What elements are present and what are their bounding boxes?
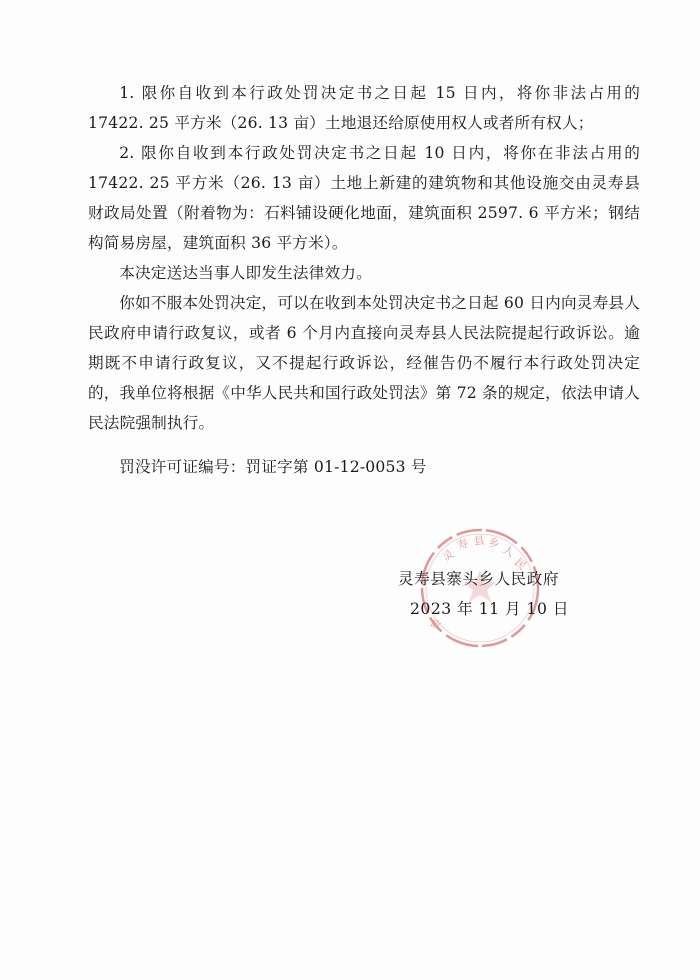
svg-text:政: 政 [428, 618, 443, 633]
svg-text:灵: 灵 [439, 547, 457, 565]
signing-organization: 灵寿县寨头乡人民政府 [398, 570, 559, 588]
decision-item-2: 2. 限你自收到本行政处罚决定书之日起 10 日内，将你在非法占用的 17422. 25 平方米（26. 13 亩）土地上新建的建筑物和其他设施交由灵寿县财政局处置（附着物为：石料铺设硬化地面，建筑面积 2597. 6 平方米；钢结构简易房屋，建筑面积 36 平方米）。 [88, 144, 640, 252]
effect-statement: 本决定送达当事人即发生法律效力。 [119, 264, 372, 282]
svg-text:寿: 寿 [455, 536, 471, 553]
appeal-notice: 你如不服本处罚决定，可以在收到本处罚决定书之日起 60 日内向灵寿县人民政府申请行政复议，或者 6 个月内直接向灵寿县人民法院提起行政诉讼。逾期既不申请行政复议，又不提起行政诉讼，经催告仍不履行本行政处罚决定的，我单位将根据《中华人民共和国行政处罚法》第 72 条的规定，依法申请人民法院强制执行。 [88, 294, 640, 432]
signing-date: 2023 年 11 月 10 日 [410, 600, 569, 618]
svg-text:乡: 乡 [487, 536, 501, 551]
svg-text:人: 人 [500, 543, 517, 560]
decision-item-1: 1. 限你自收到本行政处罚决定书之日起 15 日内，将你非法占用的 17422. 25 平方米（26. 13 亩）土地退还给原使用权人或者所有权人； [88, 84, 640, 132]
svg-text:县: 县 [473, 534, 486, 548]
penalty-license-number: 罚没许可证编号：罚证字第 01-12-0053 号 [119, 458, 427, 476]
svg-text:民: 民 [511, 555, 529, 573]
